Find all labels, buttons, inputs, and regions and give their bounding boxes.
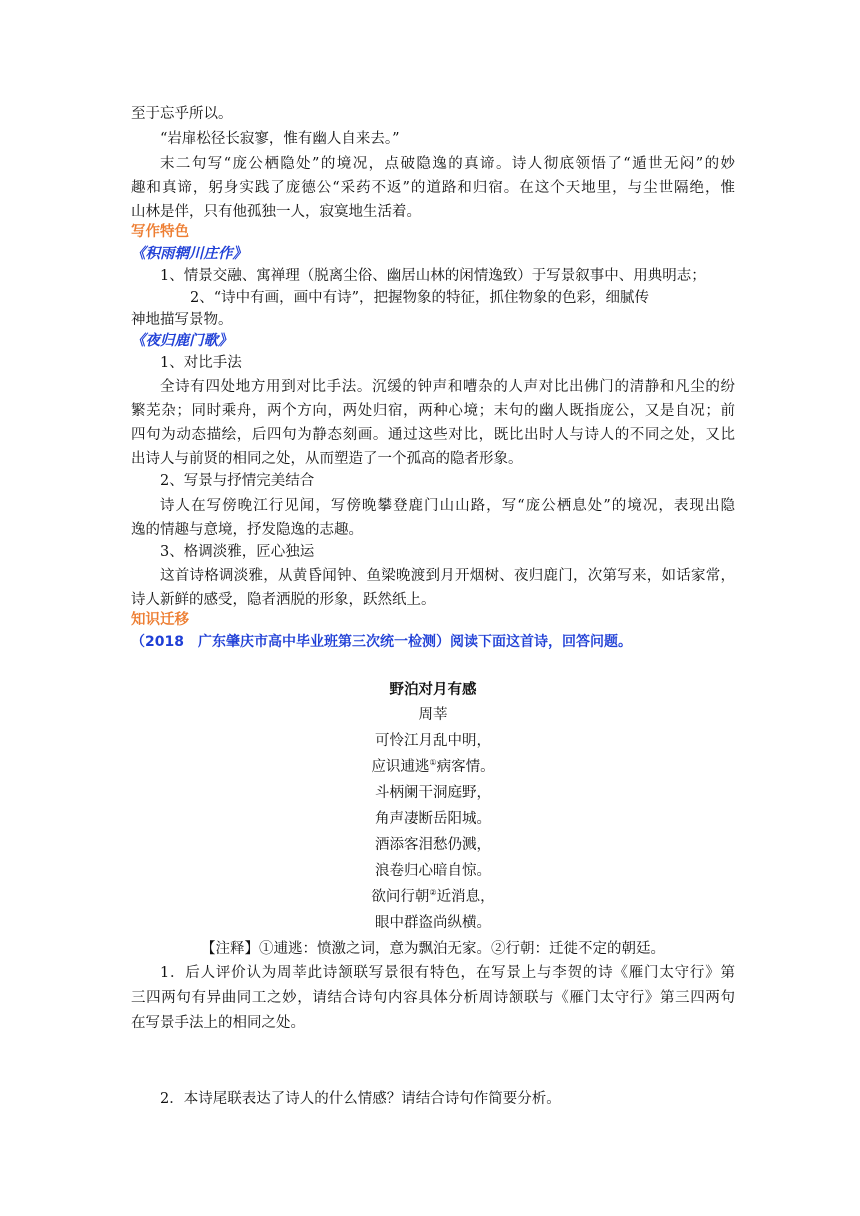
poem-title: 野泊对月有感	[389, 682, 477, 698]
section-heading-features: 写作特色	[131, 224, 189, 240]
section-heading-transfer: 知识迁移	[131, 612, 189, 628]
poem-title-heading: 《积雨辋川庄作》	[131, 246, 247, 262]
poem-line: 角声凄断岳阳城。	[375, 811, 491, 827]
poem-annotation: 【注释】①逋逃：愤激之词，意为飘泊无家。②行朝：迁徙不定的朝廷。	[201, 941, 665, 957]
question-line: 在写景手法上的相同之处。	[131, 1015, 305, 1031]
paragraph-line: 诗人在写傍晚江行见闻，写傍晚攀登鹿门山山路，写“庞公栖息处”的境况，表现出隐	[160, 498, 735, 514]
paragraph-line: 诗人新鲜的感受，隐者洒脱的形象，跃然纸上。	[131, 592, 436, 608]
footnote-marker: ①	[429, 758, 437, 768]
quote-line: “岩扉松径长寂寥，惟有幽人自来去。”	[160, 131, 400, 147]
paragraph-line: 末二句写“庞公栖隐处”的境况，点破隐逸的真谛。诗人彻底领悟了“遁世无闷”的妙	[160, 156, 735, 172]
poem-line: 斗柄阑干洞庭野，	[375, 785, 491, 801]
poem-line: 酒添客泪愁仍溅，	[375, 837, 491, 853]
paragraph-line: 全诗有四处地方用到对比手法。沉缓的钟声和嘈杂的人声对比出佛门的清静和凡尘的纷	[160, 379, 735, 395]
subsection-title: 1、对比手法	[160, 355, 242, 371]
poem-line: 欲问行朝②近消息，	[371, 888, 495, 905]
poem-author: 周莘	[418, 707, 448, 723]
paragraph-line: 繁芜杂；同时乘舟，两个方向，两处归宿，两种心境；末句的幽人既指庞公，又是自况；前	[131, 403, 735, 419]
question-line: 1．后人评价认为周莘此诗颔联写景很有特色，在写景上与李贺的诗《雁门太守行》第	[160, 965, 735, 981]
paragraph-line: 山林是伴，只有他孤独一人，寂寞地生活着。	[131, 204, 421, 220]
paragraph-line: 出诗人与前贤的相同之处，从而塑造了一个孤高的隐者形象。	[131, 451, 523, 467]
question-line: 三四两句有异曲同工之妙，请结合诗句内容具体分析周诗颔联与《雁门太守行》第三四两句	[131, 990, 735, 1006]
poem-title-heading: 《夜归鹿门歌》	[131, 333, 233, 349]
paragraph-line: 趣和真谛，躬身实践了庞德公“采药不返”的道路和归宿。在这个天地里，与尘世隔绝，惟	[131, 180, 735, 196]
subsection-title: 2、写景与抒情完美结合	[160, 473, 315, 489]
poem-line: 浪卷归心暗自惊。	[375, 863, 491, 879]
poem-line: 眼中群盗尚纵横。	[375, 915, 491, 931]
question-line: 2．本诗尾联表达了诗人的什么情感？请结合诗句作简要分析。	[160, 1091, 561, 1107]
paragraph-line: 逸的情趣与意境，抒发隐逸的志趣。	[131, 522, 363, 538]
exercise-source: （2018 广东肇庆市高中毕业班第三次统一检测）阅读下面这首诗，回答问题。	[131, 634, 632, 650]
paragraph-line: 四句为动态描绘，后四句为静态刻画。通过这些对比，既比出时人与诗人的不同之处，又比	[131, 427, 735, 443]
intro-line: 至于忘乎所以。	[131, 106, 233, 122]
poem-line: 应识逋逃①病客情。	[371, 758, 495, 775]
feature-item: 神地描写景物。	[131, 312, 233, 328]
footnote-marker: ②	[429, 888, 437, 898]
feature-item: 1、情景交融、寓禅理（脱离尘俗、幽居山林的闲情逸致）于写景叙事中、用典明志；	[160, 268, 706, 284]
feature-item: 2、“诗中有画，画中有诗”，把握物象的特征，抓住物象的色彩，细腻传	[190, 290, 650, 306]
paragraph-line: 这首诗格调淡雅，从黄昏闻钟、鱼梁晚渡到月开烟树、夜归鹿门，次第写来，如话家常，	[160, 568, 735, 584]
subsection-title: 3、格调淡雅，匠心独运	[160, 544, 315, 560]
poem-line: 可怜江月乱中明，	[375, 733, 491, 749]
